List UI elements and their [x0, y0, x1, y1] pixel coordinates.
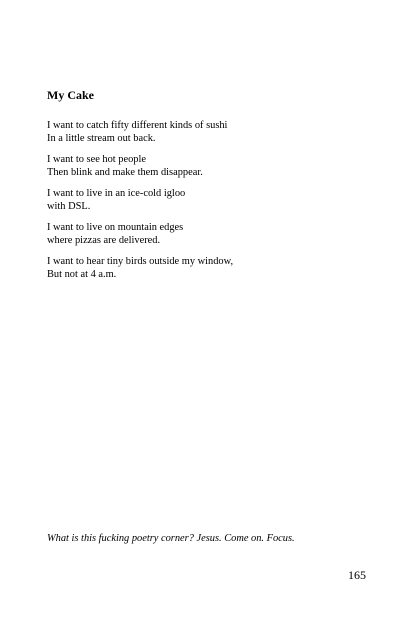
- poem-line: I want to live on mountain edges: [47, 222, 184, 233]
- poem-line: with DSL.: [47, 201, 91, 212]
- poem-line: But not at 4 a.m.: [47, 269, 117, 280]
- poem-line: I want to catch fifty different kinds of sushi: [47, 120, 228, 131]
- italic-aside: What is this fucking poetry corner? Jesus. Come on. Focus.: [47, 533, 295, 544]
- page-number: 165: [348, 568, 366, 582]
- poem-stanza-4: [47, 221, 183, 247]
- poem-line: In a little stream out back.: [47, 133, 156, 144]
- poem-line: I want to hear tiny birds outside my window,: [47, 256, 234, 267]
- poem-stanza-5: [47, 255, 233, 281]
- poem-line: where pizzas are delivered.: [47, 235, 161, 246]
- poem-stanza-1: [47, 119, 227, 145]
- poem-stanza-3: [47, 187, 185, 213]
- poem-line: I want to live in an ice-cold igloo: [47, 188, 186, 199]
- poem-title: My Cake: [47, 88, 94, 102]
- poem-line: Then blink and make them disappear.: [47, 167, 203, 178]
- poem-line: I want to see hot people: [47, 154, 146, 165]
- poem-stanza-2: [47, 153, 203, 179]
